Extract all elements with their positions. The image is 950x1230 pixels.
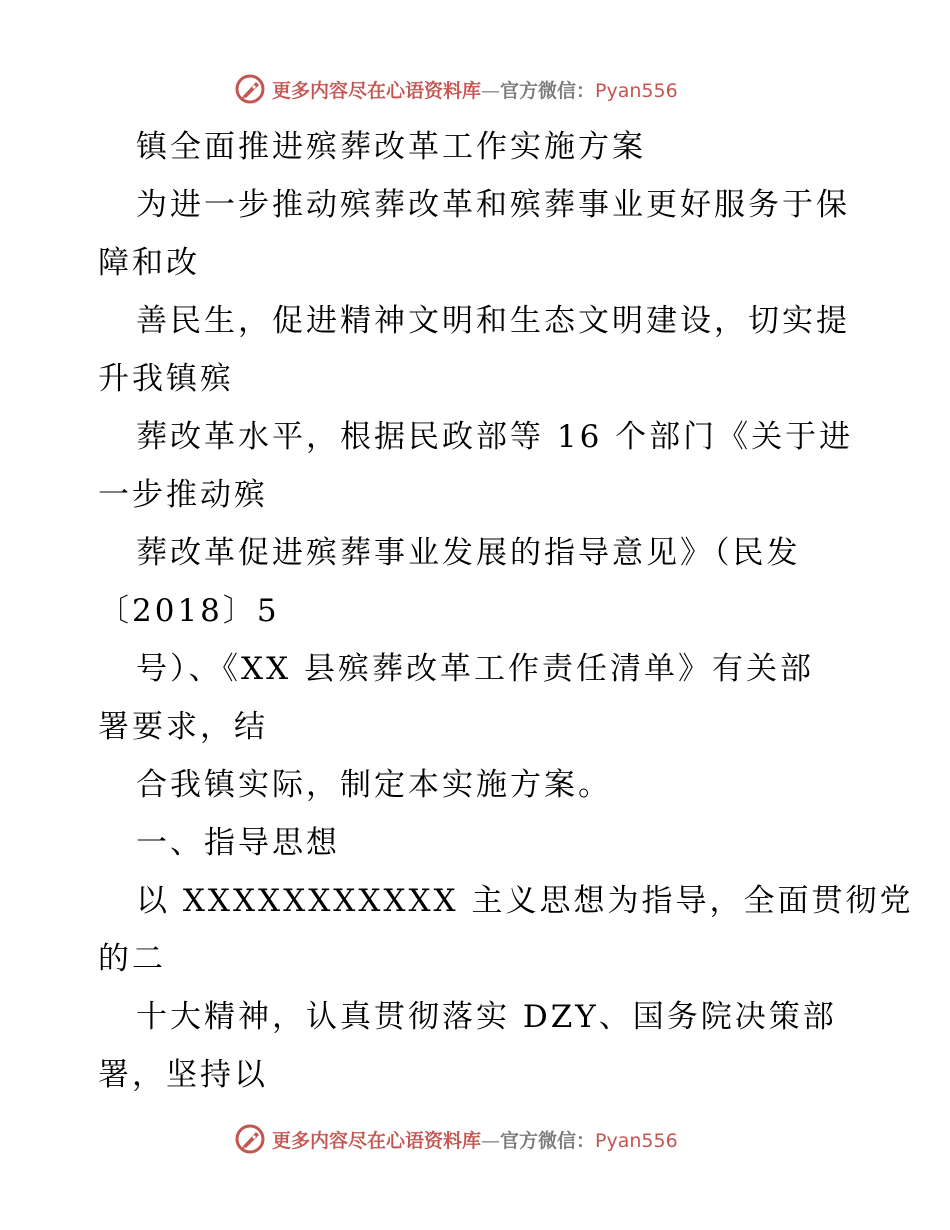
document-line: 障和改 — [98, 245, 200, 281]
document-line: 合我镇实际，制定本实施方案。 — [136, 767, 612, 803]
document-line: 升我镇殡 — [98, 361, 234, 397]
document-line: 号）、《XX 县殡葬改革工作责任清单》有关部 — [136, 651, 814, 687]
watermark-banner-top — [234, 72, 678, 106]
watermark-wechat-label: 官方微信： — [500, 79, 596, 102]
watermark-dash: — — [481, 1129, 501, 1152]
watermark-wechat-id: Pyan556 — [595, 1129, 678, 1152]
watermark-text — [272, 76, 678, 103]
document-line: 为进一步推动殡葬改革和殡葬事业更好服务于保 — [136, 187, 850, 223]
watermark-wechat-id: Pyan556 — [595, 79, 678, 102]
document-line: 葬改革水平，根据民政部等 16 个部门《关于进 — [136, 419, 854, 455]
document-line: 署，坚持以 — [98, 1057, 268, 1093]
pen-logo-icon — [234, 73, 266, 105]
document-line: 的二 — [98, 941, 166, 977]
watermark-banner-bottom — [234, 1122, 678, 1156]
watermark-main: 更多内容尽在心语资料库 — [272, 79, 482, 102]
watermark-text — [272, 1126, 678, 1153]
document-line: 署要求，结 — [98, 709, 268, 745]
document-line: 镇全面推进殡葬改革工作实施方案 — [136, 129, 646, 165]
watermark-main: 更多内容尽在心语资料库 — [272, 1129, 482, 1152]
document-line: 一步推动殡 — [98, 477, 268, 513]
document-line: 十大精神，认真贯彻落实 DZY、国务院决策部 — [136, 999, 837, 1035]
document-line: 善民生，促进精神文明和生态文明建设，切实提 — [136, 303, 850, 339]
document-line: 葬改革促进殡葬事业发展的指导意见》（民发 — [136, 535, 801, 571]
watermark-wechat-label: 官方微信： — [500, 1129, 596, 1152]
document-line: 〔2018〕5 — [98, 593, 280, 629]
document-body — [98, 118, 914, 1104]
document-line: 以 XXXXXXXXXXX 主义思想为指导，全面贯彻党 — [136, 883, 914, 919]
pen-logo-icon — [234, 1123, 266, 1155]
watermark-dash: — — [481, 79, 501, 102]
document-line: 一、指导思想 — [136, 825, 340, 861]
